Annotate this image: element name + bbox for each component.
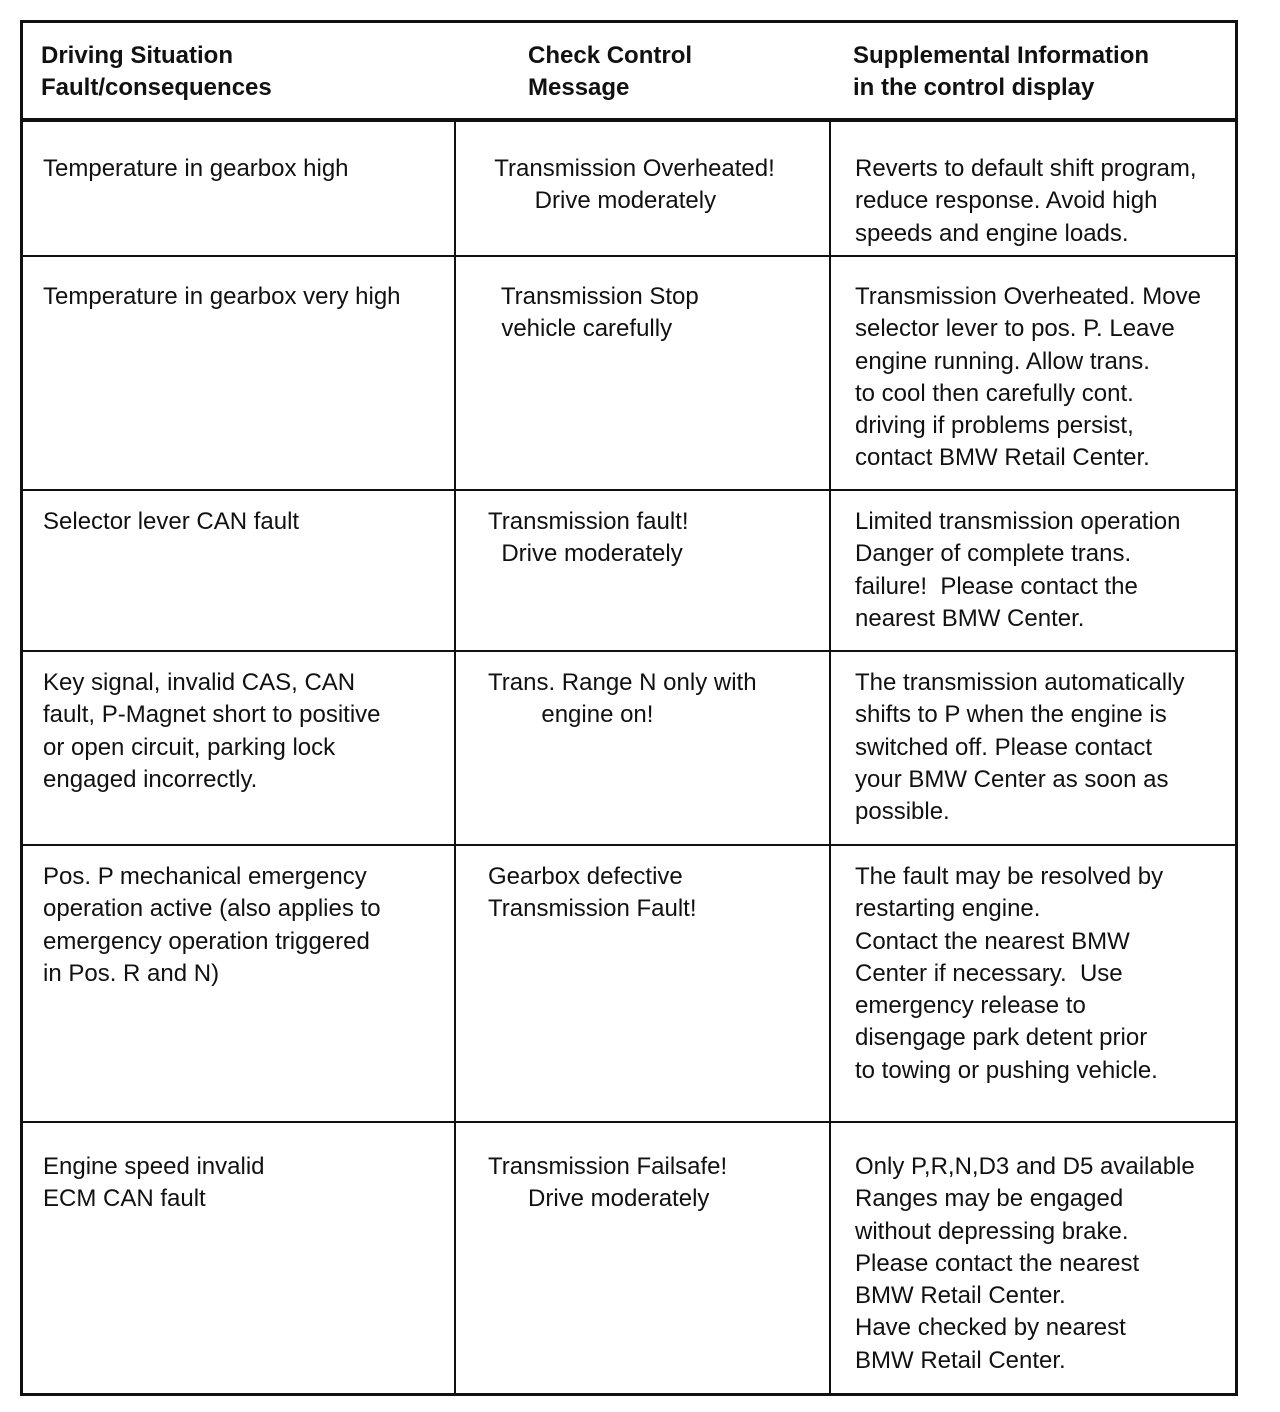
row-situation: Temperature in gearbox very high: [43, 283, 401, 310]
row-situation: Temperature in gearbox high: [43, 155, 349, 182]
row-info: Reverts to default shift program, reduce response. Avoid high speeds and engine loads.: [855, 155, 1197, 247]
row-situation: Selector lever CAN fault: [43, 508, 300, 535]
row-info: Transmission Overheated. Move selector lever to pos. P. Leave engine running. Allow trans. to cool then carefully cont. driving if problems persist, contact BMW Retail Center.: [855, 283, 1201, 472]
row-info: The fault may be resolved by restarting engine. Contact the nearest BMW Center if necessary. Use emergency release to disengage park detent prior to towing or pushing vehicle.: [855, 863, 1164, 1084]
row-situation: Pos. P mechanical emergency operation active (also applies to emergency operation triggered in Pos. R and N): [43, 863, 381, 987]
header-supplemental-information: Supplemental Information in the control display: [853, 42, 1150, 101]
row-message: Transmission Overheated! Drive moderately: [494, 155, 775, 215]
row-message: Trans. Range N only with engine on!: [488, 669, 757, 729]
table-row: [23, 846, 1235, 1123]
row-situation: Engine speed invalid ECM CAN fault: [43, 1153, 265, 1213]
row-message: Transmission Stop vehicle carefully: [500, 283, 699, 343]
table-row: [23, 122, 1235, 257]
row-situation: Key signal, invalid CAS, CAN fault, P-Magnet short to positive or open circuit, parking lock engaged incorrectly.: [43, 669, 381, 793]
header-driving-situation: Driving Situation Fault/consequences: [41, 42, 272, 101]
row-message: Transmission fault! Drive moderately: [488, 508, 689, 568]
row-message: Transmission Failsafe! Drive moderately: [488, 1153, 728, 1213]
row-message: Gearbox defective Transmission Fault!: [488, 863, 697, 923]
table-row: [23, 257, 1235, 491]
row-info: Only P,R,N,D3 and D5 available Ranges may be engaged without depressing brake. Please contact the nearest BMW Retail Center. Have checked by nearest BMW Retail Center.: [855, 1153, 1195, 1374]
fault-table: [20, 20, 1238, 1396]
row-info: Limited transmission operation Danger of complete trans. failure! Please contact the nearest BMW Center.: [855, 508, 1181, 632]
row-info: The transmission automatically shifts to P when the engine is switched off. Please contact your BMW Center as soon as possible.: [855, 669, 1185, 826]
table-row: [23, 1123, 1235, 1393]
table-header: [23, 23, 1235, 122]
table-row: [23, 491, 1235, 652]
header-check-control-message: Check Control Message: [528, 42, 693, 101]
table-row: [23, 652, 1235, 846]
